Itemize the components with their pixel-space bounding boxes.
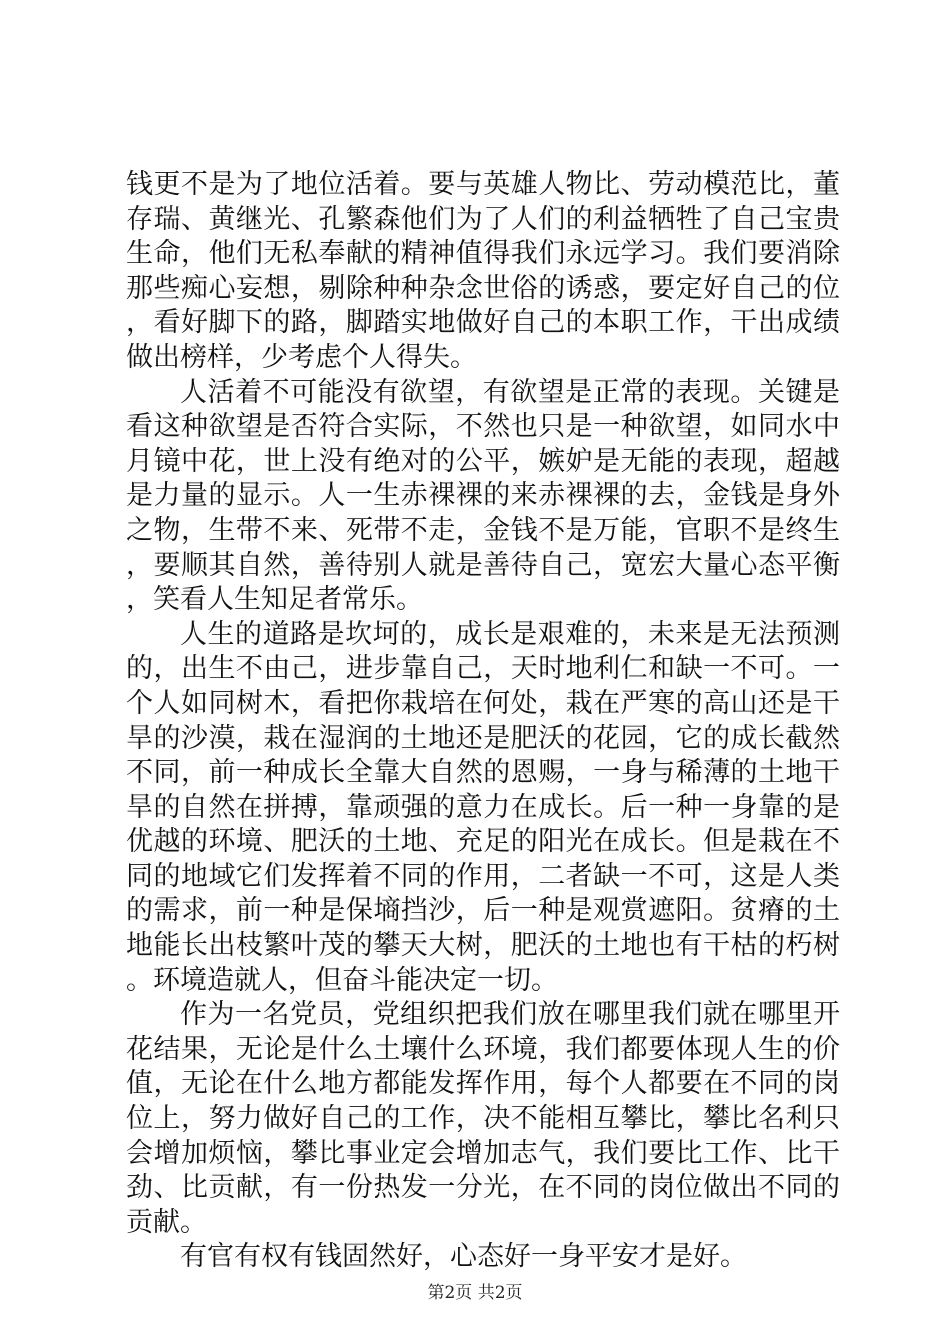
- paragraph-1: 钱更不是为了地位活着。要与英雄人物比、劳动模范比，董存瑞、黄继光、孔繁森他们为了人们的利益牺牲了自己宝贵生命，他们无私奉献的精神值得我们永远学习。我们要消除那些痴心妄想，剔除种种杂念世俗的诱惑，要定好自己的位，看好脚下的路，脚踏实地做好自己的本职工作，干出成绩做出榜样，少考虑个人得失。: [126, 169, 840, 373]
- page-number-footer: 第2页 共2页: [427, 1283, 523, 1303]
- document-body: [126, 168, 840, 1275]
- paragraph-2: 人活着不可能没有欲望，有欲望是正常的表现。关键是看这种欲望是否符合实际，不然也只是一种欲望，如同水中月镜中花，世上没有绝对的公平，嫉妒是无能的表现，超越是力量的显示。人一生赤裸裸的来赤裸裸的去，金钱是身外之物，生带不来、死带不走，金钱不是万能，官职不是终生，要顺其自然，善待别人就是善待自己，宽宏大量心态平衡，笑看人生知足者常乐。: [126, 376, 840, 616]
- paragraph-3: 人生的道路是坎坷的，成长是艰难的，未来是无法预测的，出生不由己，进步靠自己，天时地利仁和缺一不可。一个人如同树木，看把你栽培在何处，栽在严寒的高山还是干旱的沙漠，栽在湿润的土地还是肥沃的花园，它的成长截然不同，前一种成长全靠大自然的恩赐，一身与稀薄的土地干旱的自然在拼搏，靠顽强的意力在成长。后一种一身靠的是优越的环境、肥沃的土地、充足的阳光在成长。但是栽在不同的地域它们发挥着不同的作用，二者缺一不可，这是人类的需求，前一种是保墒挡沙，后一种是观赏遮阳。贫瘠的土地能长出枝繁叶茂的攀天大树，肥沃的土地也有干枯的朽树。环境造就人，但奋斗能决定一切。: [126, 618, 840, 996]
- paragraph-4: 作为一名党员，党组织把我们放在哪里我们就在哪里开花结果，无论是什么土壤什么环境，我们都要体现人生的价值，无论在什么地方都能发挥作用，每个人都要在不同的岗位上，努力做好自己的工作，决不能相互攀比，攀比名利只会增加烦恼，攀比事业定会增加志气，我们要比工作、比干劲、比贡献，有一份热发一分光，在不同的岗位做出不同的贡献。: [126, 999, 840, 1238]
- paragraph-5: 有官有权有钱固然好，心态好一身平安才是好。: [180, 1241, 747, 1273]
